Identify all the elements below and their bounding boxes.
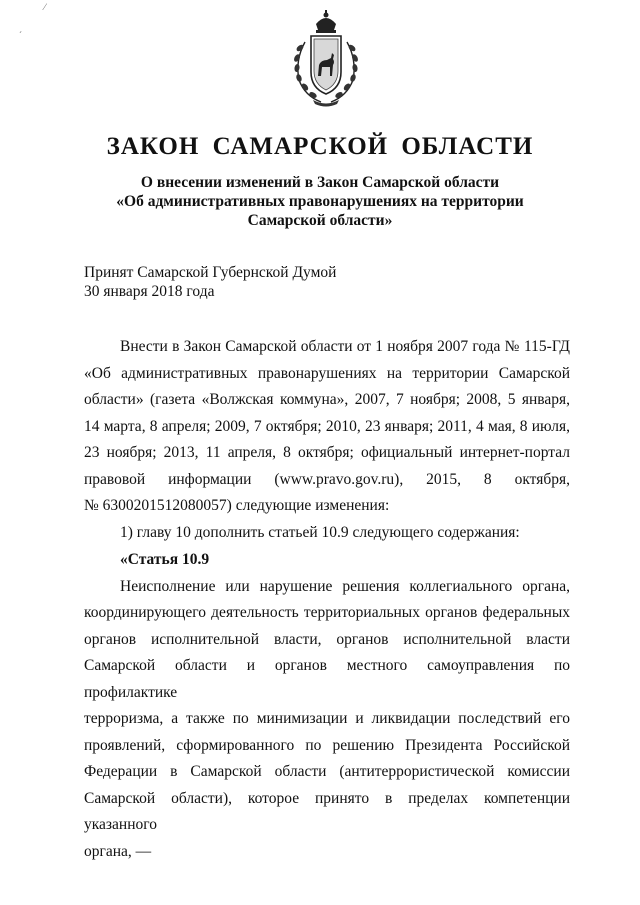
text-line: Самарской области и органов местного самоуправления по профилактике xyxy=(84,657,570,701)
subtitle-line: Самарской области» xyxy=(247,212,393,229)
adoption-date: 30 января 2018 года xyxy=(84,283,215,300)
law-title: ЗАКОН САМАРСКОЙ ОБЛАСТИ xyxy=(106,133,534,160)
law-body xyxy=(84,334,570,865)
text-line: «Об административных правонарушениях на территории Самарской xyxy=(84,364,570,382)
text-line: органа, — xyxy=(84,842,152,860)
text-line: правовой информации (www.pravo.gov.ru), 2015, 8 октября, xyxy=(84,470,570,488)
text-line: координирующего деятельность территориальных органов федеральных xyxy=(84,604,570,621)
text-line: Внести в Закон Самарской области от 1 ноября 2007 года № 115-ГД xyxy=(120,338,570,355)
subtitle-line: «Об административных правонарушениях на территории xyxy=(116,193,524,210)
text-line: органов исполнительной власти, органов исполнительной власти xyxy=(84,630,570,648)
text-line: проявлений, сформированного по решению Президента Российской xyxy=(84,736,570,754)
article-heading: «Статья 10.9 xyxy=(120,551,210,568)
text-line: Федерации в Самарской области (антитеррористической комиссии xyxy=(84,763,570,780)
article-paragraph xyxy=(84,574,570,866)
item-1-paragraph: 1) главу 10 дополнить статьей 10.9 следующего содержания: xyxy=(120,523,520,541)
adoption-note xyxy=(84,263,336,301)
subtitle-line: О внесении изменений в Закон Самарской области xyxy=(140,174,500,191)
adoption-body: Принят Самарской Губернской Думой xyxy=(84,264,337,281)
text-line: Неисполнение или нарушение решения коллегиального органа, xyxy=(120,577,570,595)
law-subtitle xyxy=(0,173,640,230)
text-line: Самарской области), которое принято в пределах компетенции указанного xyxy=(84,789,570,833)
samara-coat-of-arms-emblem xyxy=(285,10,367,110)
text-line: 14 марта, 8 апреля; 2009, 7 октября; 2010, 23 января; 2011, 4 мая, 8 июля, xyxy=(84,417,570,435)
text-line: № 6300201512080057) следующие изменения: xyxy=(84,497,390,514)
text-line: области» (газета «Волжская коммуна», 2007, 7 ноября; 2008, 5 января, xyxy=(84,391,570,408)
intro-paragraph xyxy=(84,334,570,520)
text-line: терроризма, а также по минимизации и ликвидации последствий его xyxy=(84,710,570,727)
text-line: 23 ноября; 2013, 11 апреля, 8 октября; официальный интернет-портал xyxy=(84,444,570,461)
scan-mark: ⁄ xyxy=(44,2,46,12)
scan-mark: ˊ xyxy=(19,30,22,40)
